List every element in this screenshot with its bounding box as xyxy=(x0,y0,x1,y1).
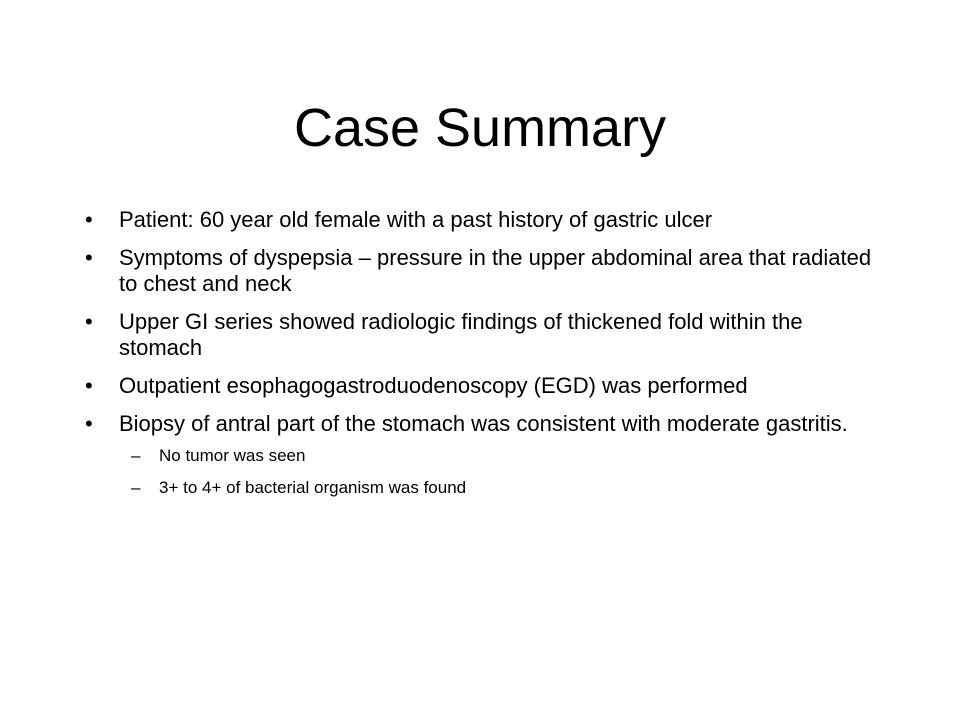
bullet-item xyxy=(85,309,885,361)
bullet-marker: • xyxy=(85,373,93,398)
bullet-item xyxy=(85,207,885,233)
sub-bullet-item xyxy=(119,477,885,499)
bullet-marker: • xyxy=(85,207,93,232)
bullet-text: Biopsy of antral part of the stomach was consistent with moderate gastritis. xyxy=(119,411,848,436)
bullet-item xyxy=(85,373,885,399)
sub-bullet-text: 3+ to 4+ of bacterial organism was found xyxy=(159,478,467,497)
sub-bullet-marker: – xyxy=(131,446,141,465)
sub-bullet-list xyxy=(119,445,885,499)
bullet-text: Upper GI series showed radiologic findings of thickened fold within the stomach xyxy=(119,309,803,360)
slide-title: Case Summary xyxy=(293,98,667,158)
sub-bullet-item xyxy=(119,445,885,467)
sub-bullet-text: No tumor was seen xyxy=(159,446,306,465)
bullet-marker: • xyxy=(85,245,93,270)
bullet-text: Symptoms of dyspepsia – pressure in the upper abdominal area that radiated to chest and neck xyxy=(119,245,872,296)
sub-bullet-marker: – xyxy=(131,478,141,497)
bullet-item xyxy=(85,245,885,297)
bullet-text: Patient: 60 year old female with a past history of gastric ulcer xyxy=(119,207,713,232)
bullet-list xyxy=(85,207,885,511)
bullet-marker: • xyxy=(85,411,93,436)
bullet-marker: • xyxy=(85,309,93,334)
bullet-text: Outpatient esophagogastroduodenoscopy (EGD) was performed xyxy=(119,373,748,398)
bullet-item xyxy=(85,411,885,499)
